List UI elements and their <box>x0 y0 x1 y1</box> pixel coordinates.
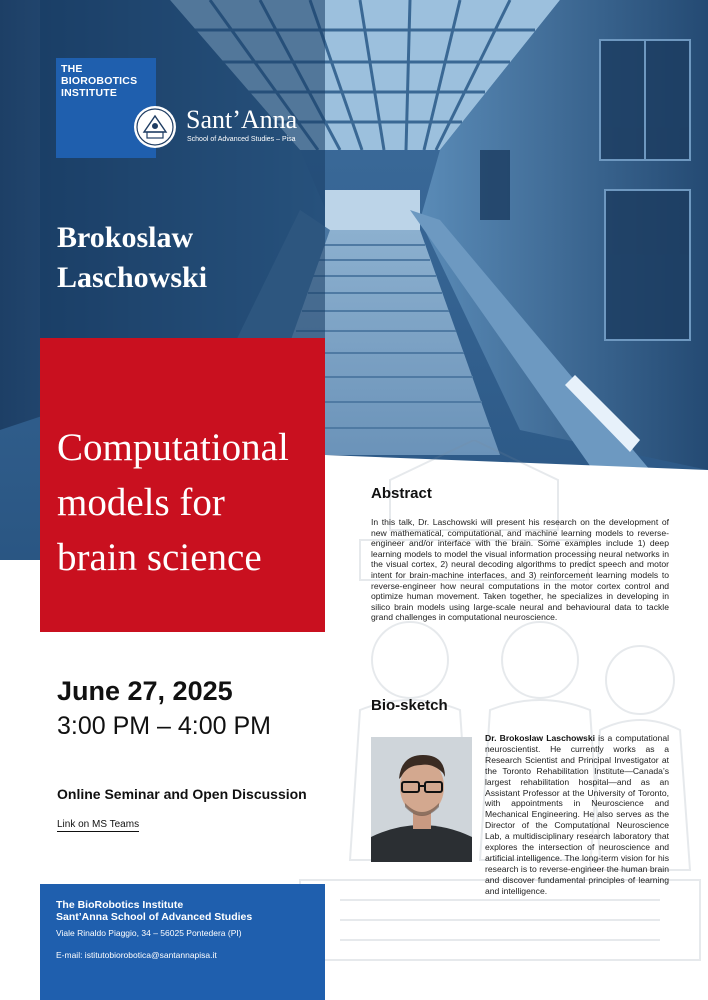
bio-heading: Bio-sketch <box>371 697 448 714</box>
talk-title-line: models for <box>57 481 225 524</box>
abstract-heading: Abstract <box>371 485 432 502</box>
institute-name: THE BIOROBOTICS INSTITUTE <box>61 63 138 99</box>
ms-teams-link[interactable]: Link on MS Teams <box>57 819 140 830</box>
bio-body: is a computational neuroscientist. He currently works as a Research Scientist and Principal Investigator at the Toronto Rehabilitation Institute—Canada’s largest rehabilitation hospital—and as an Assistant Professor at the University of Toronto, with appointments in Neuroscience and Mechanical Engineering. He also serves as the Director of the Computational Neuroscience Lab, a multidisciplinary research laboratory that explores the intersection of neuroscience and artificial intelligence. The long-term vision for his research is to reverse-engineer the human brain and discover fundamental principles of learning and intelligence. <box>485 733 670 896</box>
speaker-name <box>57 218 307 298</box>
talk-title-line: Computational <box>57 426 289 469</box>
talk-title-line: brain science <box>57 536 262 579</box>
bio-text <box>485 733 669 897</box>
speaker-photo <box>371 737 472 862</box>
footer-email[interactable]: E-mail: istitutobiorobotica@santannapisa.it <box>56 950 217 960</box>
footer-address: Viale Rinaldo Piaggio, 34 – 56025 Pontedera (PI) <box>56 928 242 938</box>
footer-contact-box <box>40 884 325 1000</box>
footer-institute: The BioRobotics Institute <box>56 899 184 911</box>
footer-school: Sant’Anna School of Advanced Studies <box>56 911 253 923</box>
talk-title <box>57 420 322 585</box>
brand-name: Sant’Anna <box>186 105 298 134</box>
event-format: Online Seminar and Open Discussion <box>57 786 307 802</box>
abstract-text: In this talk, Dr. Laschowski will present his research on the development of new mathematical, computational, and machine learning models to reverse-engineer and/or interface with the brain. Some examples include 1) deep learning models to model the visual information processing neural networks in the visual cortex, 2) neural decoding algorithms to predict speech and motor intent for brain-machine interfaces, and 3) reinforcement learning models to reverse-engineer how neural computations in the motor cortex control and optimize human movement. Taken together, he specializes in developing in silico brain models using large-scale neural and behavioural data to tackle grand challenges in computational neuroscience. <box>371 517 669 623</box>
brand-subtitle: School of Advanced Studies – Pisa <box>187 136 296 143</box>
santanna-seal-icon <box>132 104 178 150</box>
bio-name: Dr. Brokoslaw Laschowski <box>485 733 595 743</box>
speaker-last-name: Laschowski <box>57 261 208 294</box>
event-date: June 27, 2025 <box>57 676 233 706</box>
speaker-first-name: Brokoslaw <box>57 221 194 254</box>
event-time: 3:00 PM – 4:00 PM <box>57 712 272 740</box>
